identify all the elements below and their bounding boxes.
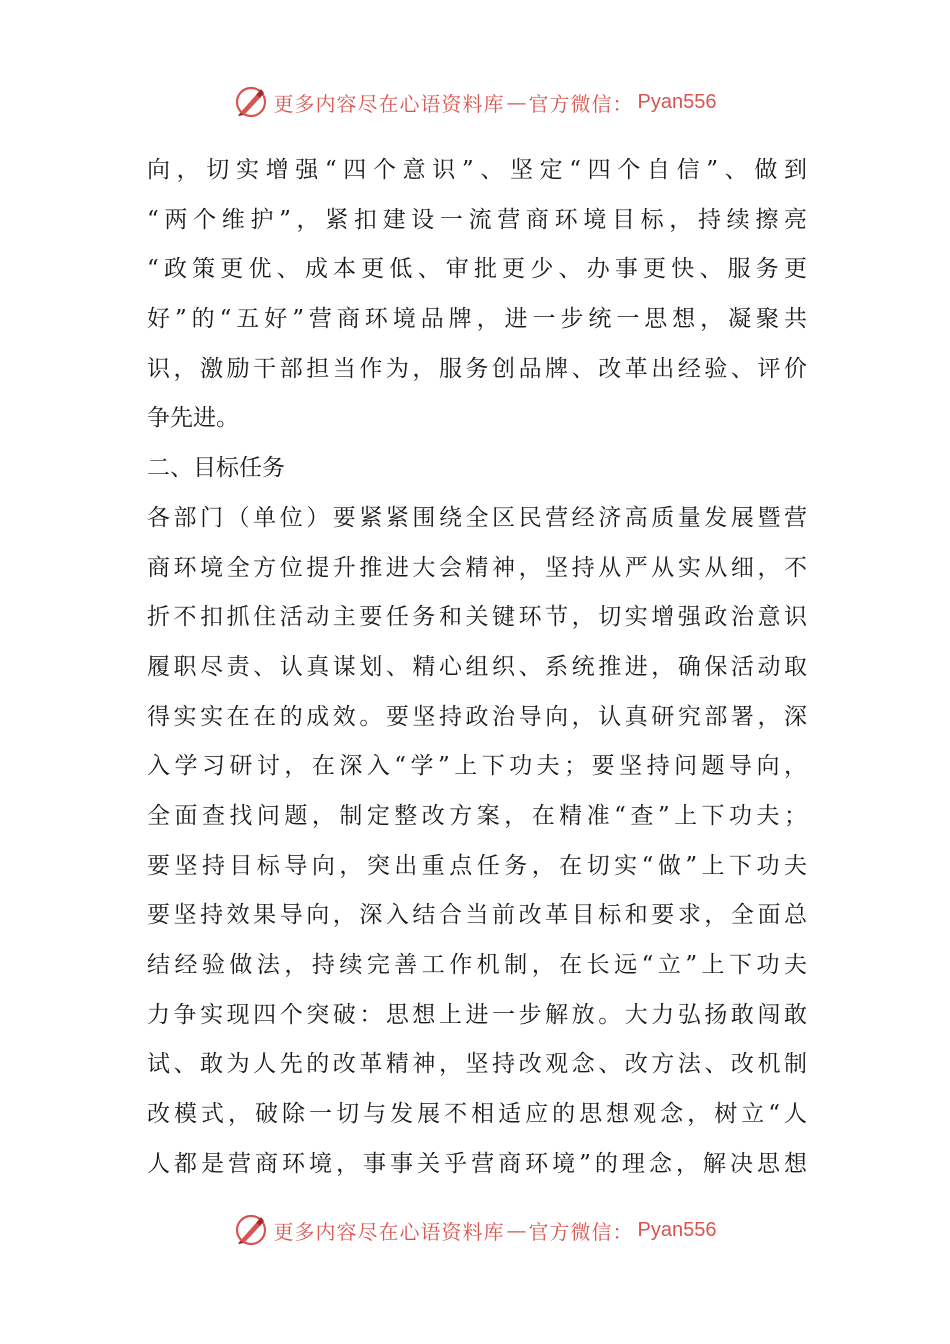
document-body (147, 146, 807, 1189)
text-line: 试、敢为人先的改革精神，坚持改观念、改方法、改机制 (147, 1051, 807, 1078)
pen-logo-icon (234, 85, 268, 119)
text-line: 入学习研讨，在深入“学”上下功夫；要坚持问题导向， (147, 753, 807, 780)
banner-text: 更多内容尽在心语资料库 (273, 1219, 505, 1244)
text-line: 结经验做法，持续完善工作机制，在长远“立”上下功夫 (147, 952, 807, 978)
text-line: 向，切实增强“四个意识”、坚定“四个自信”、做到 (147, 157, 807, 183)
text-line: 争先进。 (147, 405, 239, 432)
text-line: 各部门（单位）要紧紧围绕全区民营经济高质量发展暨营 (147, 504, 807, 531)
text-line: 要坚持效果导向，深入结合当前改革目标和要求，全面总 (147, 902, 807, 929)
banner-wechat-id: Pyan556 (637, 1218, 717, 1241)
text-line: 全面查找问题，制定整改方案，在精准“查”上下功夫； (147, 802, 807, 829)
banner-wechat-label: 官方微信： (528, 91, 634, 116)
banner-separator: — (506, 1218, 527, 1242)
text-line: 商环境全方位提升推进大会精神，坚持从严从实从细，不 (147, 554, 807, 581)
footer-watermark-banner (0, 1210, 950, 1250)
banner-wechat-label: 官方微信： (528, 1219, 634, 1244)
text-line: 改模式，破除一切与发展不相适应的思想观念，树立“人 (147, 1101, 807, 1128)
banner-wechat-id: Pyan556 (637, 90, 717, 113)
text-line: 折不扣抓住活动主要任务和关键环节，切实增强政治意识 (147, 604, 807, 631)
section-heading: 二、目标任务 (147, 455, 285, 482)
text-line: “两个维护”，紧扣建设一流营商环境目标，持续擦亮 (147, 206, 807, 233)
text-line: 人都是营商环境，事事关乎营商环境”的理念，解决思想 (147, 1150, 807, 1177)
text-line: “政策更优、成本更低、审批更少、办事更快、服务更 (147, 256, 807, 283)
pen-logo-icon (234, 1213, 268, 1247)
text-line: 要坚持目标导向，突出重点任务，在切实“做”上下功夫 (147, 852, 807, 879)
text-line: 力争实现四个突破：思想上进一步解放。大力弘扬敢闯敢 (147, 1001, 807, 1028)
banner-text: 更多内容尽在心语资料库 (273, 91, 505, 116)
banner-separator: — (506, 90, 527, 114)
text-line: 履职尽责、认真谋划、精心组织、系统推进，确保活动取 (147, 653, 807, 680)
text-line: 识，激励干部担当作为，服务创品牌、改革出经验、评价 (147, 355, 807, 382)
text-line: 得实实在在的成效。要坚持政治导向，认真研究部署，深 (147, 703, 807, 730)
header-watermark-banner (0, 82, 950, 122)
text-line: 好”的“五好”营商环境品牌，进一步统一思想，凝聚共 (147, 306, 807, 333)
